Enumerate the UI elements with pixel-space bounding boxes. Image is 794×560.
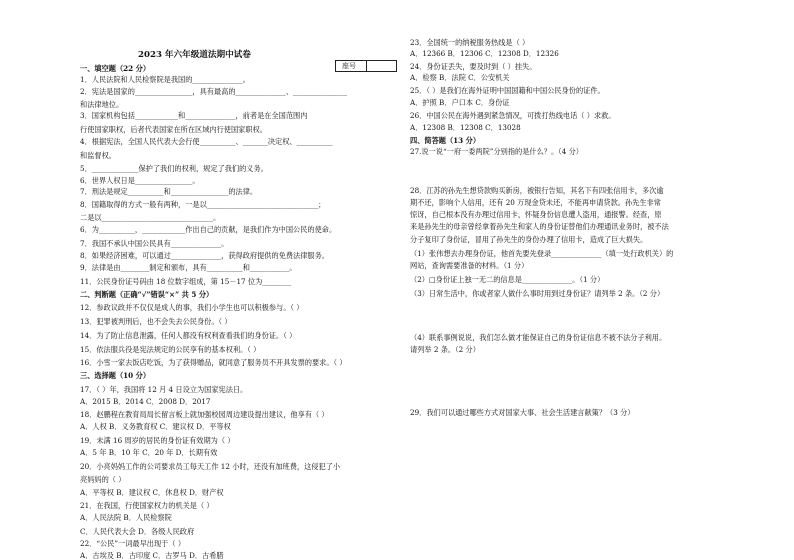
question-line: 四、简答题（13 分） [410, 136, 481, 145]
question-line: 6．世界人权日是________________。 [80, 176, 200, 185]
question-line: 网站，查询需要准备的材料。（1 分） [410, 261, 529, 270]
question-line: 23．全国统一的纳税服务热线是（ ） [410, 38, 530, 47]
question-line: 来是孙先生的母亲曾经拿着孙先生和家人的身份证替他们办理通讯业务时，被不法 [410, 222, 669, 231]
question-line: 18．赵鹏程在教育局局长留言板上就加强校园周边建设提出建议，他享有（ ） [80, 410, 329, 419]
question-line: A．护照 B．户口本 C．身份证 [410, 98, 510, 107]
question-line: 13．犯罪被判刑后，也不会失去公民身份。（ ） [80, 317, 232, 326]
question-line: 行使国家职权，后者代表国家在所在区域内行使国家职权。 [80, 125, 267, 134]
question-line: 和监督权。 [80, 151, 116, 160]
question-line: 和法律地位。 [80, 100, 124, 109]
question-line: 1．人民法院和人民检察院是我国的______________。 [80, 75, 250, 84]
question-line: 3．国家机构包括____________和______________，前者是在全国范围内 [80, 111, 308, 120]
question-line: 2．宪法是国家的________________，具有最高的______________、_______________ [80, 87, 347, 96]
question-line: 27.说一说“一府一委两院”分别指的是什么？。（4 分） [410, 147, 583, 156]
question-line: 19．未满 16 周岁的居民的身份证有效期为（ ） [80, 436, 235, 445]
seat-number-box[interactable] [335, 60, 397, 72]
question-line: 24．身份证丢失，要及时到（ ）挂失。 [410, 62, 537, 71]
question-line: 25．（ ）是我们在海外证明中国国籍和中国公民身份的证件。 [410, 86, 605, 95]
question-line: 22．“公民”一词最早出现于（ ） [80, 539, 186, 548]
question-line: 一、填空题（22 分） [80, 64, 151, 73]
question-line: 7．我国不承认中国公民具有______________。 [80, 239, 229, 248]
question-line: 29．我们可以通过哪些方式对国家大事、社会生活建言献策？（3 分） [410, 408, 635, 417]
question-line: A．人民法院 B．人民检察院 [80, 513, 172, 522]
question-line: 12．参政议政并不仅仅是成人的事，我们小学生也可以积极参与。（ ） [80, 303, 304, 312]
question-line: 16．小雪一家去饭店吃饭，为了获得赠品，就同意了服务员不开具发票的要求。（ ） [80, 358, 347, 367]
question-line: 15．依法服兵役是宪法规定的公民享有的基本权利。（ ） [80, 345, 261, 354]
question-line: 17．（ ）年，我国将 12 月 4 日设立为国家宪法日。 [80, 385, 248, 394]
question-line: A．2015 B．2014 C．2008 D．2017 [80, 397, 211, 406]
question-line: 5．_____________保护了我们的权利，规定了我们的义务。 [80, 164, 268, 173]
question-line: C．人民代表大会 D．各级人民政府 [80, 527, 195, 536]
question-line: 7．刑法是规定__________和________________的法律。 [80, 187, 258, 196]
question-line: 分子复印了身份证，冒用了孙先生的身份办理了信用卡，造成了巨大损失。 [410, 235, 648, 244]
question-line: 26．中国公民在海外遇到紧急情况，可拨打热线电话（ ）求救。 [410, 111, 616, 120]
question-line: 请列举 2 条。（2 分） [410, 345, 480, 354]
question-line: 二、判断题（正确“√”错误“×” 共 5 分） [80, 290, 214, 299]
question-line: 亮妈妈的（ ） [80, 475, 126, 484]
question-line: A．12366 B．12306 C．12308 D．12326 [410, 49, 559, 58]
question-line: A．古埃及 B．古印度 C．古罗马 D．古希腊 [80, 551, 224, 560]
question-line: A．检察 B．法院 C．公安机关 [410, 73, 510, 82]
question-line: （2）□身份证上独一无二的信息是______________。（1 分） [410, 275, 605, 284]
question-line: 6．为__________，____________作出自己的贡献，是我们作为中国公民的使命。 [80, 225, 337, 234]
question-line: （3）日常生活中，你或者家人做什么事时用到过身份证？请列举 2 条。（2 分） [410, 289, 665, 298]
question-line: 9．法律是由________制定和颁布，具有__________和___________。 [80, 263, 297, 272]
question-line: （4）联系事例说说，我们怎么做才能保证自己的身份证信息不被不法分子利用。 [410, 333, 667, 342]
question-line: 28．江苏的孙先生想贷款购买新房，被银行告知，其名下有四张信用卡，多次逾 [410, 186, 664, 195]
question-line: 11．公民身份证号码由 18 位数字组成，第 15－17 位为________ [80, 277, 292, 286]
question-line: A．平等权 B．建议权 C．休息权 D．财产权 [80, 488, 224, 497]
question-line: 14．为了防止信息泄露，任何人都没有权利查看我们的身份证。（ ） [80, 331, 297, 340]
question-line: 21．在我国，行使国家权力的机关是（ ） [80, 501, 214, 510]
question-line: 惊讶，自己根本没有办理过信用卡，怀疑身份信息遭人盗用，通报警。经查，原 [410, 210, 662, 219]
question-line: A．12308 B．12308 C．13028 [410, 123, 521, 132]
question-line: 三、选择题（10 分） [80, 371, 151, 380]
question-line: 4．根据宪法，全国人民代表大会行使__________、_______决定权、__________ [80, 137, 333, 146]
seat-number-label: 座号 [342, 61, 356, 70]
question-line: A．人权 B．义务教育权 C．建议权 D．平等权 [80, 422, 231, 431]
question-line: 8．如果经济困难，可以通过______________，获得政府提供的免费法律服务。 [80, 251, 329, 260]
question-line: （1）张伟想去办理身份证，他首先要先登录______________（填一处行政机关）的 [410, 249, 674, 258]
exam-title: 2023 年六年级道法期中试卷 [138, 50, 251, 60]
question-line: A．5 年 B．10 年 C．20 年 D．长期有效 [80, 448, 218, 457]
question-line: 二是以_______________________________。 [80, 213, 221, 222]
question-line: 20．小亮妈妈工作的公司要求员工每天工作 12 小时，还没有加班费，这侵犯了小 [80, 462, 341, 471]
question-line: 8．国籍取得的方式一般有两种，一是以_______________________________； [80, 200, 326, 209]
question-line: 期不还，影响个人信用，还有 20 万现金贷未还，不能再申请贷款。孙先生非常 [410, 198, 661, 207]
